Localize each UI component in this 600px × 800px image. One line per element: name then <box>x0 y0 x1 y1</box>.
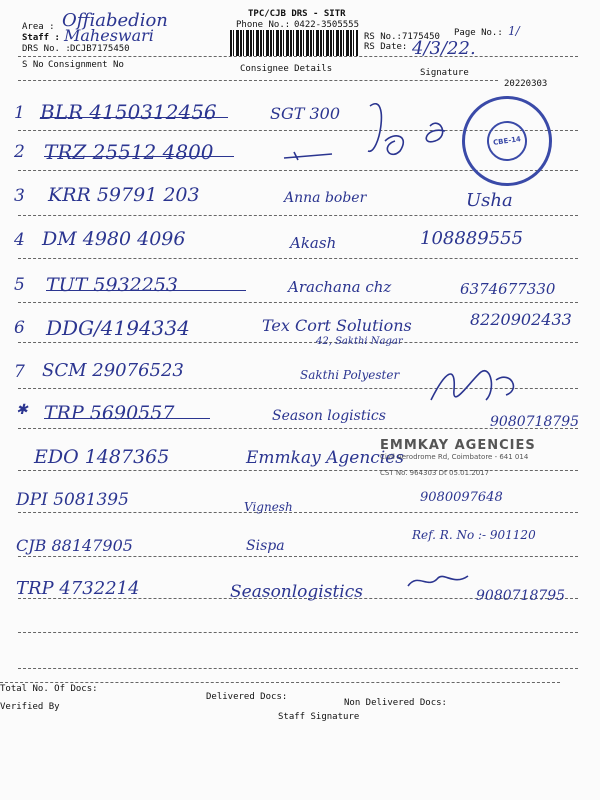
consignee-name: Akash <box>290 234 337 252</box>
rs-date-label: RS Date: <box>364 42 408 52</box>
phone-label: Phone No.: <box>236 20 291 30</box>
reference-number: Ref. R. No :- 901120 <box>412 528 536 542</box>
area-label: Area : <box>22 22 55 32</box>
column-consignment: Consignment No <box>48 60 124 70</box>
row-line <box>18 556 578 557</box>
consignment-number: DPI 5081395 <box>16 490 129 510</box>
signature-scribble <box>426 360 536 420</box>
staff-signature-label: Staff Signature <box>278 712 360 722</box>
consignee-name: Tex Cort Solutions <box>262 316 412 335</box>
print-date: 20220303 <box>504 79 548 89</box>
consignment-number: EDO 1487365 <box>34 446 170 468</box>
strike-through <box>44 418 210 419</box>
rs-no-value: 7175450 <box>402 32 440 42</box>
header-divider <box>18 56 578 57</box>
footer-divider <box>0 682 560 683</box>
total-docs-label: Total No. Of Docs: <box>0 684 98 694</box>
drs-no-value: DCJB7175450 <box>70 44 130 54</box>
row-number: 1 <box>14 103 25 123</box>
rs-no-label: RS No.: <box>364 32 402 42</box>
consignee-name: Emmkay Agencies <box>246 448 405 468</box>
receiver-phone: 108889555 <box>420 228 524 249</box>
barcode-image <box>230 30 358 56</box>
stamp-address: Civil Aerodrome Rd, Coimbatore - 641 014 <box>380 453 529 461</box>
agency-rubber-stamp <box>380 438 556 488</box>
consignment-number: BLR 4150312456 <box>40 100 217 124</box>
row-marker: ✱ <box>16 402 28 418</box>
row-number: 5 <box>14 275 25 295</box>
receiver-phone: 6374677330 <box>460 280 556 298</box>
strike-through <box>40 117 228 118</box>
row-line <box>18 215 578 216</box>
delivered-docs-label: Delivered Docs: <box>206 692 288 702</box>
document-title: TPC/CJB DRS - SITR <box>248 9 346 19</box>
consignment-number: TRP 5690557 <box>44 402 175 424</box>
row-line <box>18 512 578 513</box>
rs-date-value: 4/3/22. <box>412 38 476 59</box>
consignee-name: SGT 300 <box>270 104 341 123</box>
consignee-scribble <box>282 148 338 164</box>
receiver-name: Usha <box>466 190 513 211</box>
company-round-stamp <box>456 90 558 192</box>
row-number: 7 <box>14 362 25 382</box>
row-number: 2 <box>14 142 25 162</box>
consignment-number: CJB 88147905 <box>16 536 133 555</box>
staff-label: Staff : <box>22 33 60 43</box>
receiver-phone: 9080718795 <box>476 588 566 604</box>
row-line <box>18 632 578 633</box>
consignment-number: KRR 59791 203 <box>48 184 200 206</box>
receiver-phone: 8220902433 <box>470 310 572 329</box>
signature-scribble <box>360 96 450 168</box>
stamp-agency-name: EMMKAY AGENCIES <box>380 438 536 453</box>
consignment-number: DDG/4194334 <box>46 316 190 340</box>
strike-through <box>46 290 246 291</box>
consignee-name: Anna bober <box>284 190 367 206</box>
strike-through <box>44 156 234 157</box>
consignee-name: Sakthi Polyester <box>300 368 400 382</box>
consignment-number: TRP 4732214 <box>16 578 140 599</box>
consignment-number: TUT 5932253 <box>46 274 179 296</box>
column-consignee: Consignee Details <box>240 64 333 74</box>
consignment-number: TRZ 25512 4800 <box>44 140 214 164</box>
consignee-name: Arachana chz <box>288 278 392 296</box>
consignee-name: Seasonlogistics <box>230 582 363 602</box>
area-value: Offiabedion <box>62 10 168 31</box>
consignee-name: Vignesh <box>244 500 293 514</box>
phone-value: 0422-3505555 <box>294 20 360 30</box>
column-sno: S No <box>22 60 44 70</box>
column-signature: Signature <box>420 68 469 78</box>
non-delivered-docs-label: Non Delivered Docs: <box>344 698 447 708</box>
column-divider <box>18 80 498 81</box>
row-line <box>18 668 578 669</box>
staff-value: Maheswari <box>64 26 154 45</box>
stamp-cst: CST No. 964303 Dt 05.01.2017 <box>380 469 490 477</box>
page-no-label: Page No.: <box>454 28 503 38</box>
stamp-code: CBE-14 <box>484 118 529 163</box>
row-number: 6 <box>14 318 25 338</box>
row-line <box>18 302 578 303</box>
consignment-number: SCM 29076523 <box>42 360 184 381</box>
drs-no-label: DRS No. : <box>22 44 71 54</box>
receiver-phone: 9080718795 <box>490 414 580 430</box>
consignee-address: 42, Sakthi Nagar <box>316 336 403 347</box>
row-number: 3 <box>14 186 25 206</box>
consignment-number: DM 4980 4096 <box>42 228 186 250</box>
consignee-name: Sispa <box>246 538 285 554</box>
consignee-name: Season logistics <box>272 408 386 424</box>
verified-by-label: Verified By <box>0 702 60 712</box>
row-line <box>18 258 578 259</box>
row-number: 4 <box>14 230 25 250</box>
signature-scribble <box>404 566 474 596</box>
receiver-phone: 9080097648 <box>420 490 503 505</box>
page-no-value: 1/ <box>508 24 520 38</box>
row-line <box>18 342 578 343</box>
